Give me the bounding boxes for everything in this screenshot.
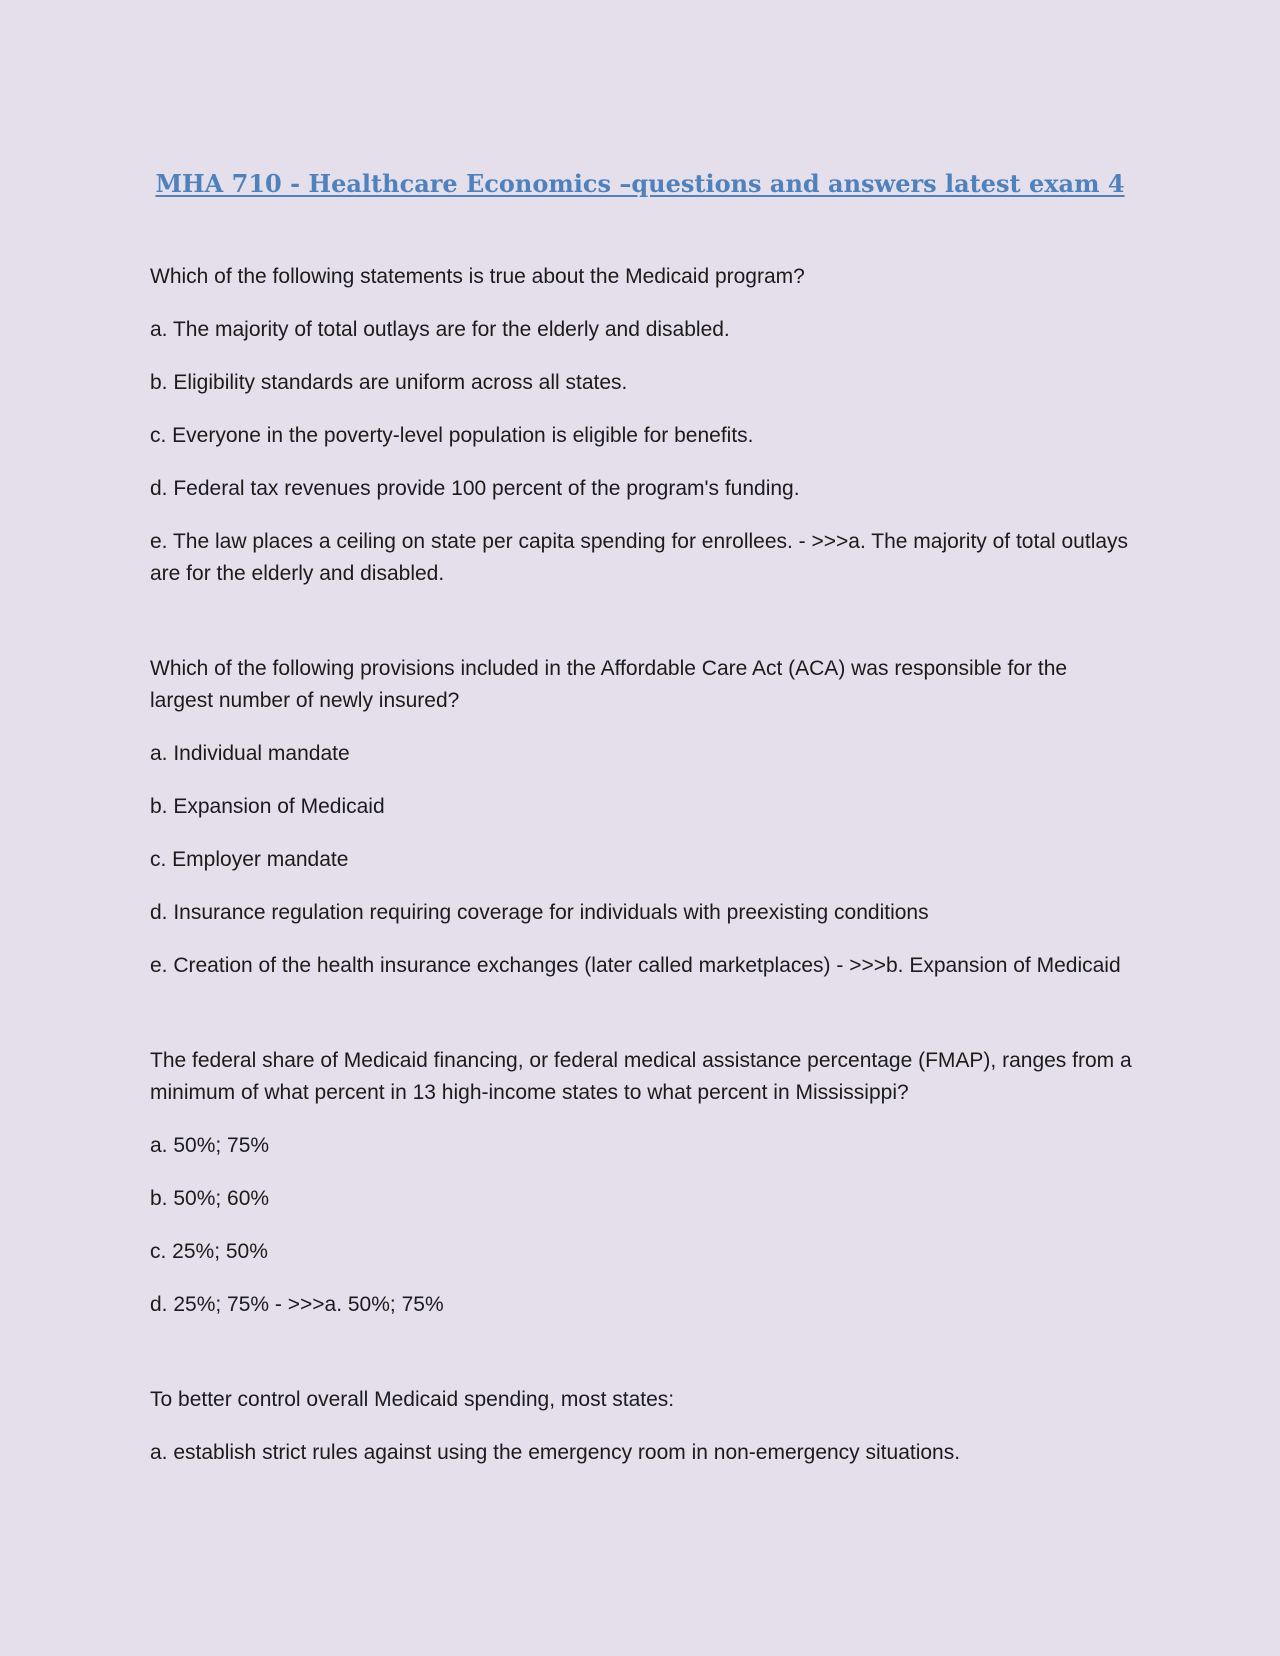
answer-option: d. Insurance regulation requiring coverage for individuals with preexisting conditions (150, 901, 929, 924)
answer-option: b. 50%; 60% (150, 1187, 270, 1210)
question-block (150, 261, 1135, 590)
document-body (150, 261, 1135, 1490)
answer-option: c. Everyone in the poverty-level population is eligible for benefits. (150, 424, 754, 447)
question-prompt: Which of the following provisions included in the Affordable Care Act (ACA) was responsible for the largest number of newly insured? (150, 657, 1068, 712)
spacer (150, 1003, 1135, 1045)
answer-option: a. The majority of total outlays are for the elderly and disabled. (150, 318, 730, 341)
question-block (150, 1384, 1135, 1469)
answer-option: b. Expansion of Medicaid (150, 795, 385, 818)
answer-option: a. Individual mandate (150, 742, 350, 765)
answer-option: e. Creation of the health insurance exchanges (later called marketplaces) - >>>b. Expansion of Medicaid (150, 954, 1121, 977)
answer-option: c. 25%; 50% (150, 1240, 268, 1263)
answer-option: e. The law places a ceiling on state per capita spending for enrollees. - >>>a. The majority of total outlays are for the elderly and disabled. (150, 530, 1129, 585)
spacer (150, 611, 1135, 653)
document-title: MHA 710 - Healthcare Economics –questions and answers latest exam 4 (155, 169, 1125, 198)
question-prompt: Which of the following statements is true about the Medicaid program? (150, 265, 805, 288)
question-block (150, 1045, 1135, 1321)
answer-option: a. 50%; 75% (150, 1134, 270, 1157)
answer-option: d. Federal tax revenues provide 100 percent of the program's funding. (150, 477, 800, 500)
question-block (150, 653, 1135, 982)
question-prompt: The federal share of Medicaid financing, or federal medical assistance percentage (FMAP), ranges from a minimum of what percent in 13 high-income states to what percent in Mississippi? (150, 1049, 1132, 1104)
question-prompt: To better control overall Medicaid spending, most states: (150, 1388, 675, 1411)
answer-option: b. Eligibility standards are uniform across all states. (150, 371, 628, 394)
spacer (150, 1342, 1135, 1384)
answer-option: c. Employer mandate (150, 848, 349, 871)
answer-option: d. 25%; 75% - >>>a. 50%; 75% (150, 1293, 444, 1316)
answer-option: a. establish strict rules against using the emergency room in non-emergency situations. (150, 1441, 961, 1464)
